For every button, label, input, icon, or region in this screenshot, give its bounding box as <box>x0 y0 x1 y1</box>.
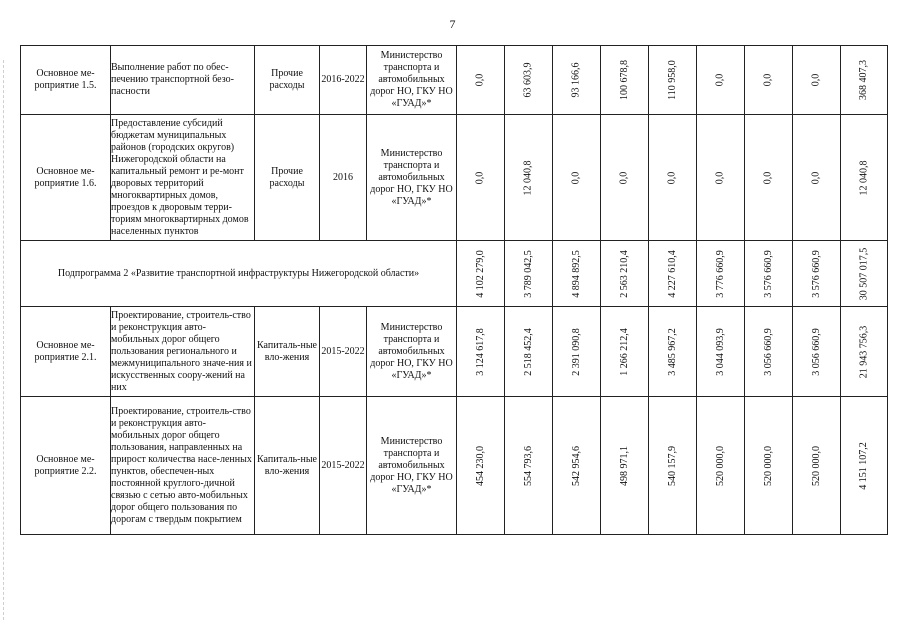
total-cell: 368 407,3 <box>841 46 888 115</box>
expense-type: Капиталь-ные вло-жения <box>255 307 320 397</box>
budget-table <box>20 45 888 535</box>
value-cell: 63 603,9 <box>505 46 553 115</box>
table-row <box>21 397 888 535</box>
value-cell: 1 266 212,4 <box>601 307 649 397</box>
executor: Министерство транспорта и автомобильных дорог НО, ГКУ НО «ГУАД»* <box>367 307 457 397</box>
value-cell: 498 971,1 <box>601 397 649 535</box>
value-cell: 0,0 <box>601 115 649 241</box>
value-cell: 3 056 660,9 <box>745 307 793 397</box>
value-cell: 0,0 <box>745 115 793 241</box>
value-cell: 4 227 610,4 <box>649 241 697 307</box>
total-cell: 4 151 107,2 <box>841 397 888 535</box>
measure-label: Основное ме-роприятие 1.6. <box>21 115 111 241</box>
table-row <box>21 115 888 241</box>
value-cell: 3 056 660,9 <box>793 307 841 397</box>
value-cell: 2 563 210,4 <box>601 241 649 307</box>
value-cell: 520 000,0 <box>745 397 793 535</box>
measure-label: Основное ме-роприятие 1.5. <box>21 46 111 115</box>
table-row <box>21 46 888 115</box>
page-number: 7 <box>449 17 456 31</box>
total-cell: 21 943 756,3 <box>841 307 888 397</box>
value-cell: 2 518 452,4 <box>505 307 553 397</box>
measure-label: Основное ме-роприятие 2.1. <box>21 307 111 397</box>
value-cell: 0,0 <box>793 115 841 241</box>
measure-description: Проектирование, строитель-ство и реконструкция авто-мобильных дорог общего пользования, направленных на прирост количества насе-ленных пунктов, обеспечен-ных постоянной круглого-дичной связью с сетью авто-мобильных дорог общего пользования по дорогам с твердым покрытием <box>111 397 255 535</box>
value-cell: 93 166,6 <box>553 46 601 115</box>
measure-description: Предоставление субсидий бюджетам муниципальных районов (городских округов) Нижегородской области на капитальный ремонт и ре-монт дворовых территорий многоквартирных домов, проездов к дворовым терри-ториям многоквартирных домов населенных пунктов <box>111 115 255 241</box>
value-cell: 0,0 <box>793 46 841 115</box>
value-cell: 2 391 090,8 <box>553 307 601 397</box>
subprogram-row <box>21 241 888 307</box>
period: 2015-2022 <box>320 397 367 535</box>
measure-description: Проектирование, строитель-ство и реконструкция авто-мобильных дорог общего пользования регионального и межмуниципального значе-ния и искусственных соору-жений на них <box>111 307 255 397</box>
table-row <box>21 307 888 397</box>
value-cell: 554 793,6 <box>505 397 553 535</box>
value-cell: 4 894 892,5 <box>553 241 601 307</box>
value-cell: 540 157,9 <box>649 397 697 535</box>
value-cell: 3 789 042,5 <box>505 241 553 307</box>
value-cell: 110 958,0 <box>649 46 697 115</box>
value-cell: 3 124 617,8 <box>457 307 505 397</box>
expense-type: Прочие расходы <box>255 115 320 241</box>
value-cell: 0,0 <box>697 115 745 241</box>
value-cell: 3 576 660,9 <box>793 241 841 307</box>
value-cell: 0,0 <box>697 46 745 115</box>
value-cell: 542 954,6 <box>553 397 601 535</box>
total-cell: 30 507 017,5 <box>841 241 888 307</box>
value-cell: 3 576 660,9 <box>745 241 793 307</box>
executor: Министерство транспорта и автомобильных дорог НО, ГКУ НО «ГУАД»* <box>367 115 457 241</box>
value-cell: 3 485 967,2 <box>649 307 697 397</box>
expense-type: Капиталь-ные вло-жения <box>255 397 320 535</box>
total-cell: 12 040,8 <box>841 115 888 241</box>
measure-description: Выполнение работ по обес-печению транспортной безо-пасности <box>111 46 255 115</box>
value-cell: 12 040,8 <box>505 115 553 241</box>
value-cell: 0,0 <box>649 115 697 241</box>
value-cell: 3 044 093,9 <box>697 307 745 397</box>
executor: Министерство транспорта и автомобильных дорог НО, ГКУ НО «ГУАД»* <box>367 397 457 535</box>
value-cell: 0,0 <box>457 46 505 115</box>
value-cell: 100 678,8 <box>601 46 649 115</box>
value-cell: 3 776 660,9 <box>697 241 745 307</box>
measure-label: Основное ме-роприятие 2.2. <box>21 397 111 535</box>
value-cell: 0,0 <box>553 115 601 241</box>
period: 2015-2022 <box>320 307 367 397</box>
scan-edge-line <box>3 60 5 620</box>
value-cell: 454 230,0 <box>457 397 505 535</box>
value-cell: 4 102 279,0 <box>457 241 505 307</box>
executor: Министерство транспорта и автомобильных дорог НО, ГКУ НО «ГУАД»* <box>367 46 457 115</box>
value-cell: 520 000,0 <box>793 397 841 535</box>
value-cell: 520 000,0 <box>697 397 745 535</box>
subprogram-title: Подпрограмма 2 «Развитие транспортной инфраструктуры Нижегородской области» <box>21 241 457 307</box>
value-cell: 0,0 <box>457 115 505 241</box>
value-cell: 0,0 <box>745 46 793 115</box>
period: 2016 <box>320 115 367 241</box>
period: 2016-2022 <box>320 46 367 115</box>
expense-type: Прочие расходы <box>255 46 320 115</box>
